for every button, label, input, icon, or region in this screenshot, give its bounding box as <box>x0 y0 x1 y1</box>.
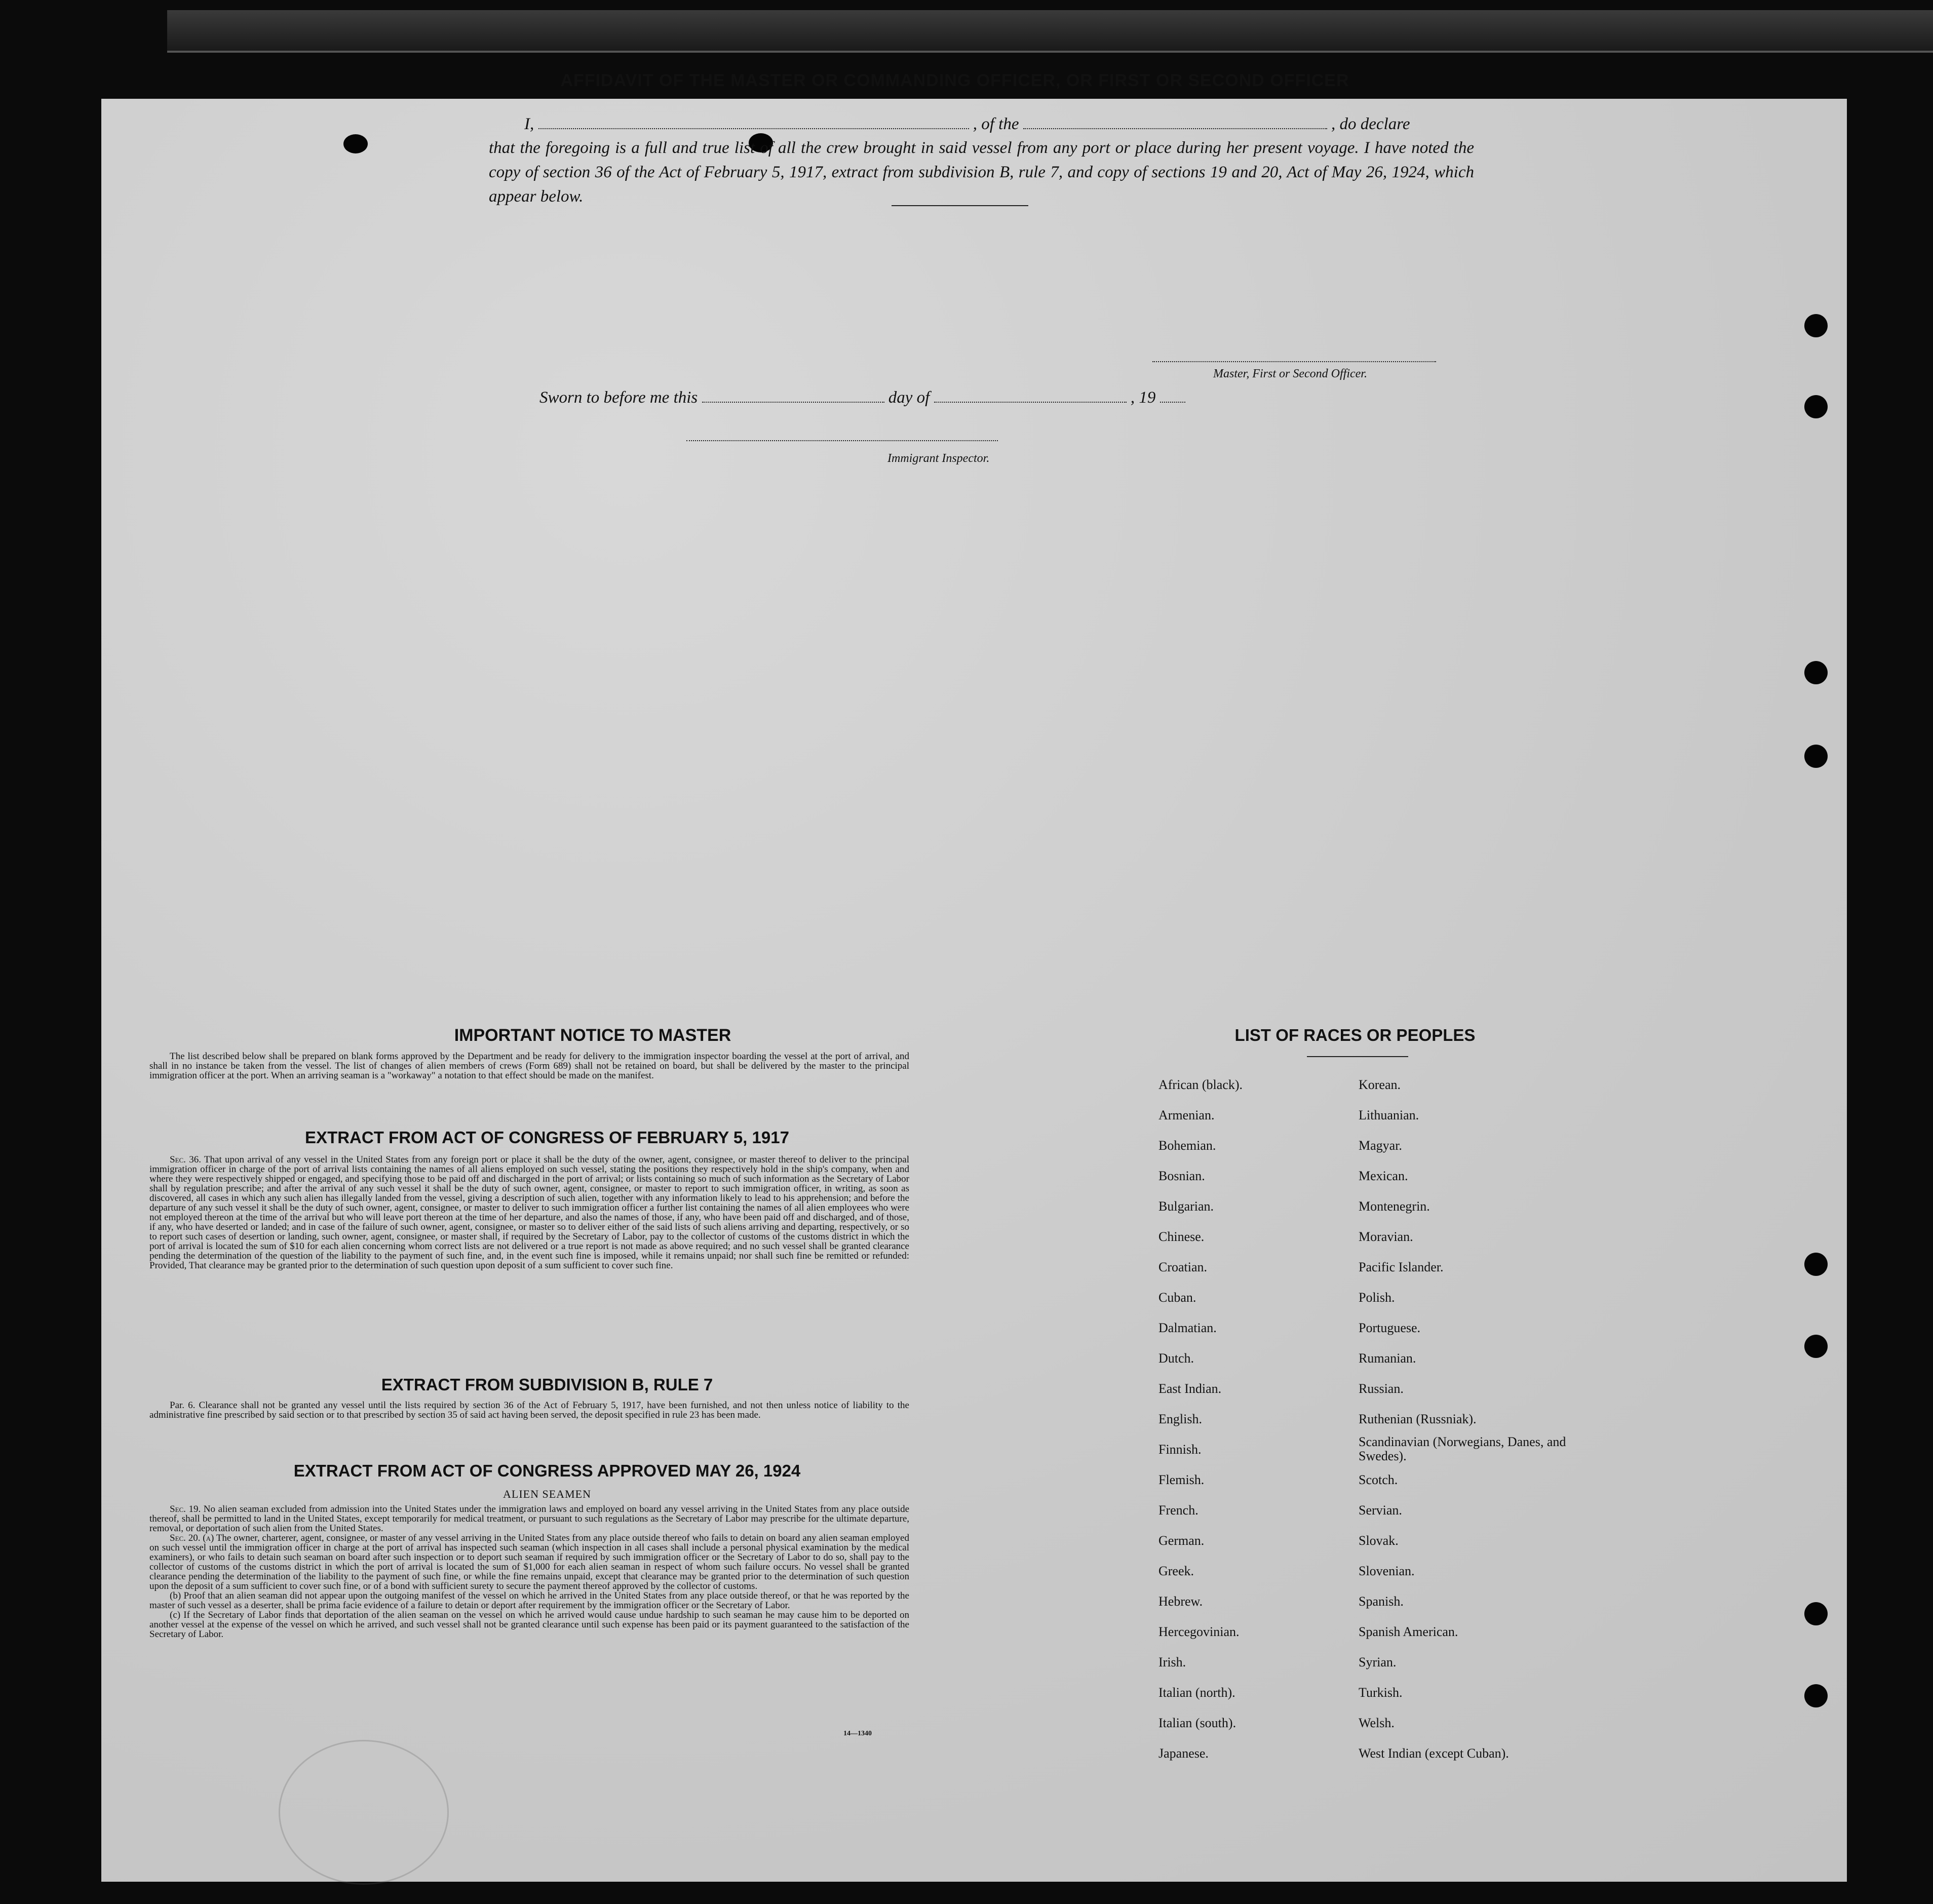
sworn-year-field[interactable] <box>1160 387 1185 403</box>
declarant-prefix: I, <box>524 115 534 133</box>
sworn-day-field[interactable] <box>702 387 884 403</box>
subdivision-b-text <box>149 1401 909 1420</box>
race-item: Montenegrin. <box>1359 1199 1430 1214</box>
notice-paragraph: The list described below shall be prepared on blank forms approved by the Department and be ready for delivery to the immigration inspector boarding the vessel at the port of arrival, and shall in no instance be taken from the vessel. The list of changes of alien members of crews (Form 689) shall not be retained on board, but shall be delivered by the master to the principal immigration officer at the port. When an arriving seaman is a "workaway" a notation to that effect should be made on the manifest. <box>149 1051 909 1081</box>
race-item: Spanish. <box>1359 1594 1404 1609</box>
affidavit-body: that the foregoing is a full and true list of all the crew brought in said vessel from any port or place during her present voyage. I have noted the copy of section 36 of the Act of February 5, 1917, extract from subdivision B, rule 7, and copy of sections 19 and 20, Act of May 26, 1924, which appear below. <box>489 139 1474 206</box>
subdivision-b-title: EXTRACT FROM SUBDIVISION B, RULE 7 <box>381 1375 713 1394</box>
binder-hole <box>1804 661 1828 684</box>
race-item: Chinese. <box>1158 1229 1205 1244</box>
alien-seamen-subtitle: ALIEN SEAMEN <box>503 1488 591 1500</box>
race-item: Mexican. <box>1359 1169 1408 1183</box>
race-item: Japanese. <box>1158 1746 1209 1761</box>
race-item: Portuguese. <box>1359 1320 1421 1335</box>
race-item: Hebrew. <box>1158 1594 1203 1609</box>
race-item: Rumanian. <box>1359 1351 1416 1366</box>
race-item: Hercegovinian. <box>1158 1624 1240 1639</box>
binder-hole <box>1804 314 1828 337</box>
race-item: Italian (south). <box>1158 1716 1236 1730</box>
race-item: Turkish. <box>1359 1685 1403 1700</box>
race-item: African (black). <box>1158 1077 1243 1092</box>
of-the-text: , of the <box>973 115 1019 133</box>
race-item: Cuban. <box>1158 1290 1196 1305</box>
section-20c-text: (c) If the Secretary of Labor finds that deportation of the alien seaman on the vessel on which he arrived would cause undue hardship to such seaman he may cause him to be deported on another vessel at the expense of the vessel on which he arrived, and such vessel shall not be granted clearance until such expense has been paid or its payment guaranteed to the satisfaction of the Secretary of Labor. <box>149 1610 909 1640</box>
affidavit-declaration-line <box>524 114 1410 134</box>
embossed-seal <box>279 1740 449 1885</box>
race-item: English. <box>1158 1412 1202 1426</box>
notice-title: IMPORTANT NOTICE TO MASTER <box>454 1026 731 1045</box>
section-20a-label: Sec. 20. (a) <box>170 1533 214 1543</box>
inspector-signature-label: Immigrant Inspector. <box>887 452 990 465</box>
notice-text <box>149 1052 909 1080</box>
form-number: 14—1340 <box>843 1730 872 1737</box>
paragraph-6: Par. 6. Clearance shall not be granted any vessel until the lists required by section 36 of the Act of February 5, 1917, have been furnished, and not then unless notice of liability to the administrative fine prescribed by said section or to that prescribed by section 35 of said act having been served, the deposit specified in rule 23 has been made. <box>149 1400 909 1420</box>
race-item: Dalmatian. <box>1158 1320 1217 1335</box>
binder-hole <box>1804 1602 1828 1625</box>
binder-hole <box>1804 1684 1828 1707</box>
race-item: Servian. <box>1359 1503 1402 1518</box>
race-item: Polish. <box>1359 1290 1395 1305</box>
race-item: Welsh. <box>1359 1716 1395 1730</box>
scanner-edge-strip <box>167 10 1933 53</box>
do-declare-text: , do declare <box>1331 115 1410 133</box>
sworn-line <box>539 387 1185 407</box>
race-item: Armenian. <box>1158 1108 1215 1122</box>
race-item: Ruthenian (Russniak). <box>1359 1412 1477 1426</box>
binder-hole <box>1804 1253 1828 1276</box>
section-19-label: Sec. 19. <box>170 1504 201 1514</box>
punch-hole-top-left <box>343 134 368 153</box>
sworn-month-field[interactable] <box>934 387 1127 403</box>
races-title: LIST OF RACES OR PEOPLES <box>1234 1026 1476 1044</box>
year-prefix: , 19 <box>1130 388 1156 407</box>
race-item: Magyar. <box>1359 1138 1402 1153</box>
vessel-name-field[interactable] <box>1023 114 1327 129</box>
section-19-text: No alien seaman excluded from admission into the United States under the immigration laws and employed on board any vessel arriving in the United States from any place outside thereof, shall be permitted to land in the United States, except temporarily for medical treatment, or pursuant to such regulations as the Secretary of Labor may prescribe for the ultimate departure, removal, or deportation of such alien from the United States. <box>149 1504 909 1534</box>
binder-hole <box>1804 1335 1828 1358</box>
declarant-name-field[interactable] <box>538 114 969 129</box>
race-item: French. <box>1158 1503 1199 1518</box>
race-item: Finnish. <box>1158 1442 1202 1457</box>
race-item: Russian. <box>1359 1381 1404 1396</box>
section-20b-text: (b) Proof that an alien seaman did not appear upon the outgoing manifest of the vessel on which he arrived in the United States from any place outside thereof, or that he was reported by the master of such vessel as a deserter, shall be prima facie evidence of a failure to detain or deport after requirement by the immigration officer or the Secretary of Labor. <box>149 1590 909 1611</box>
race-item: Bulgarian. <box>1158 1199 1214 1214</box>
race-item: German. <box>1158 1533 1205 1548</box>
race-item: Bosnian. <box>1158 1169 1205 1183</box>
race-item: Scotch. <box>1359 1472 1398 1487</box>
race-item: Syrian. <box>1359 1655 1397 1669</box>
binder-hole <box>1804 395 1828 418</box>
extract-1924-title: EXTRACT FROM ACT OF CONGRESS APPROVED MAY 26, 1924 <box>293 1461 801 1480</box>
race-item: Spanish American. <box>1359 1624 1458 1639</box>
section-20a-text: The owner, charterer, agent, consignee, or master of any vessel arriving in the United States from any place outside thereof who fails to detain on board any alien seaman employed on such vessel until the immigration officer in charge at the port of arrival has inspected such seaman (which inspection in all cases shall include a personal physical examination by the medical examiners), or who fails to detain such seaman on board after such inspection or to deport such seaman if required by such immigration officer or the Secretary of Labor to do so, shall pay to the collector of customs of the customs district in which the port of arrival is located the sum of $1,000 for each alien seaman in respect of whom such failure occurs. No vessel shall be granted clearance pending the determination of the liability to the payment of such fine, or while the fine remains unpaid, except that clearance may be granted prior to the determination of such question upon the deposit of a sum sufficient to cover such fine, or of a bond with sufficient surety to secure the payment thereof approved by the collector of customs. <box>149 1533 909 1591</box>
binder-hole <box>1804 745 1828 768</box>
race-item: Lithuanian. <box>1359 1108 1419 1122</box>
race-item: Bohemian. <box>1158 1138 1216 1153</box>
race-item: Greek. <box>1158 1564 1194 1578</box>
day-of-text: day of <box>888 388 930 407</box>
sworn-text: Sworn to before me this <box>539 388 698 407</box>
race-item: Irish. <box>1158 1655 1186 1669</box>
master-signature-label: Master, First or Second Officer. <box>1213 367 1367 380</box>
extract-1917-text <box>149 1155 909 1270</box>
race-item: East Indian. <box>1158 1381 1222 1396</box>
races-title-underline <box>1307 1056 1408 1057</box>
race-item: Slovenian. <box>1359 1564 1415 1578</box>
race-item: Moravian. <box>1359 1229 1413 1244</box>
race-item: Croatian. <box>1158 1260 1208 1274</box>
race-item: West Indian (except Cuban). <box>1359 1746 1509 1761</box>
race-item: Dutch. <box>1158 1351 1194 1366</box>
race-item: Korean. <box>1359 1077 1401 1092</box>
race-item: Slovak. <box>1359 1533 1399 1548</box>
extract-1924-text <box>149 1504 909 1639</box>
extract-1917-title: EXTRACT FROM ACT OF CONGRESS OF FEBRUARY 5, 1917 <box>305 1128 789 1147</box>
race-item: Italian (north). <box>1158 1685 1235 1700</box>
affidavit-title: AFFIDAVIT OF THE MASTER OR COMMANDING OFFICER, OR FIRST OR SECOND OFFICER <box>560 71 1349 90</box>
race-item: Scandinavian (Norwegians, Danes, and Swedes). <box>1359 1434 1566 1463</box>
inspector-signature-line[interactable] <box>686 440 998 441</box>
section-36-text: That upon arrival of any vessel in the United States from any foreign port or place it shall be the duty of the owner, agent, consignee, or master thereof to deliver to the principal immigration officer in charge of the port of arrival lists containing the names of all aliens employed on such vessel, stating the positions they respectively hold in the ship's company, when and where they were respectively shipped or engaged, and specifying those to be paid off and discharged in the port of arrival; or lists containing so much of such information as the Secretary of Labor shall by regulation prescribe; and after the arrival of any such vessel it shall be the duty of such owner, agent, consignee, or master to report to such immigration officer, in writing, as soon as discovered, all cases in which any such alien has illegally landed from the vessel, giving a description of such alien, together with any information likely to lead to his apprehension; and before the departure of any such vessel it shall be the duty of such owner, agent, consignee, or master to deliver to such immigration officer a further list containing the names of all alien employees who were not employed thereon at the time of the arrival but who will leave port thereon at the time of her departure, and also the names of those, if any, who have been paid off and discharged, and of those, if any, who have deserted or landed; and in case of the failure of such owner, agent, consignee, or master so to deliver either of the said lists of such aliens arriving and departing, respectively, or so to report such cases of desertion or landing, such owner, agent, consignee, or master shall, if required by the Secretary of Labor, pay to the collector of customs of the customs district in which the port of arrival is located the sum of $10 for each alien concerning whom correct lists are not delivered or a true report is not made as above required; and no such vessel shall be granted clearance pending the determination of the question of the liability to the payment of such fine, and, in the event such fine is imposed, while it remains unpaid; nor shall such fine be remitted or refunded: Provided, That clearance may be granted prior to the determination of such question upon deposit of a sum sufficient to cover such fine. <box>149 1154 909 1271</box>
section-36-label: Sec. 36. <box>170 1154 201 1165</box>
race-item: Pacific Islander. <box>1359 1260 1444 1274</box>
race-item: Flemish. <box>1158 1472 1205 1487</box>
master-signature-line[interactable] <box>1152 361 1436 362</box>
